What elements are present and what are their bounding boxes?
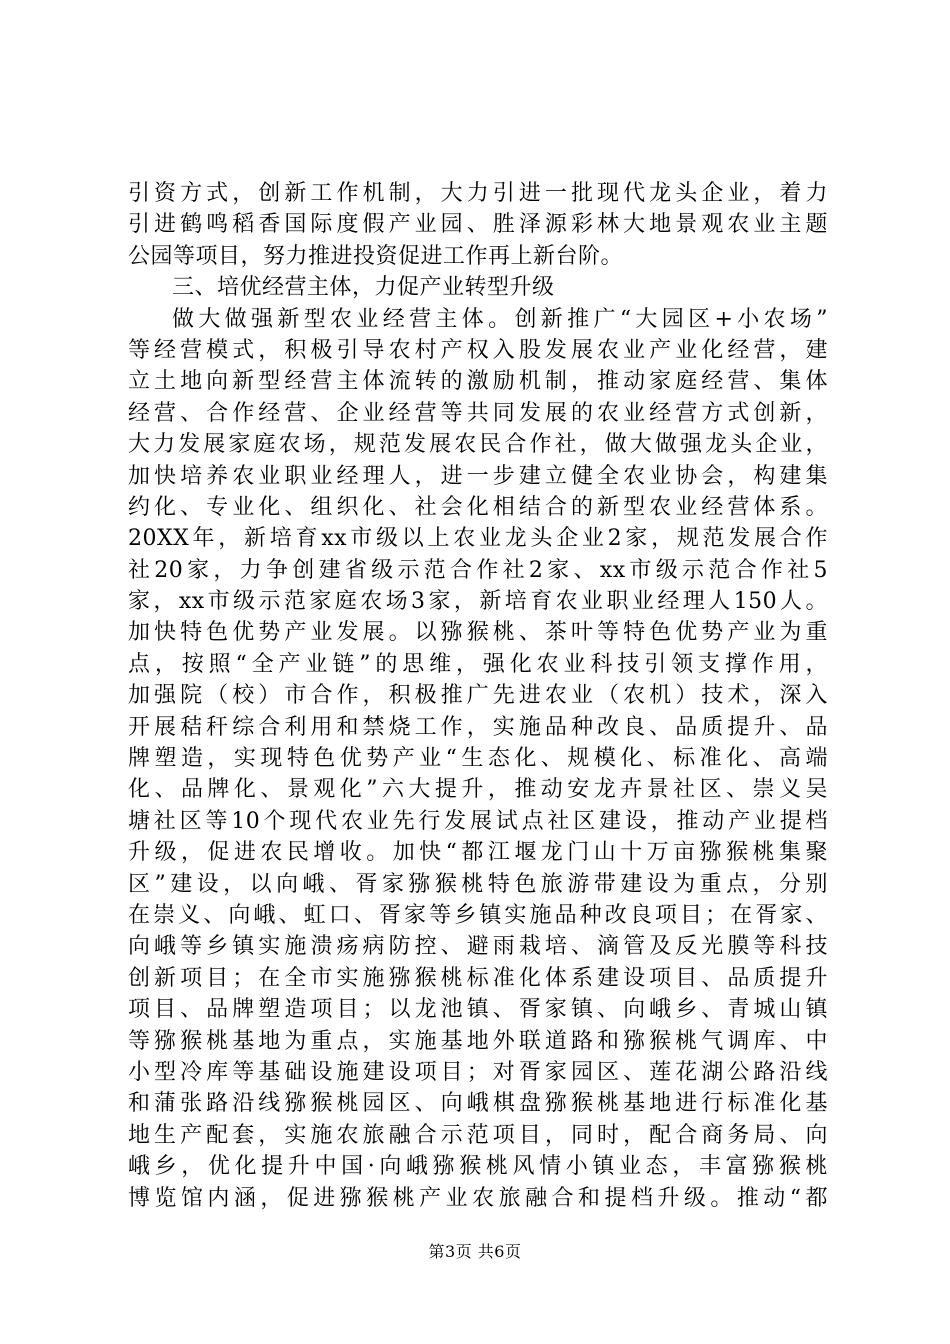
text-line: 向峨等乡镇实施溃疡病防控、避雨栽培、滴管及反光膜等科技 — [128, 934, 828, 960]
text-line: 开展秸秆综合利用和禁烧工作，实施品种改良、品质提升、品 — [128, 714, 828, 740]
text-line: 升级，促进农民增收。加快“都江堰龙门山十万亩猕猴桃集聚 — [128, 840, 828, 866]
text-line: 加强院（校）市合作，积极推广先进农业（农机）技术，深入 — [128, 683, 828, 709]
text-line: 等猕猴桃基地为重点，实施基地外联道路和猕猴桃气调库、中 — [128, 1028, 828, 1054]
body-text — [128, 178, 828, 1214]
text-line: 引进鹤鸣稻香国际度假产业园、胜泽源彩林大地景观农业主题 — [128, 212, 828, 238]
text-line: 在崇义、向峨、虹口、胥家等乡镇实施品种改良项目；在胥家、 — [128, 902, 828, 928]
text-line: 等经营模式，积极引导农村产权入股发展农业产业化经营，建 — [128, 337, 828, 363]
text-line: 博览馆内涵，促进猕猴桃产业农旅融合和提档升级。推动“都 — [128, 1185, 828, 1211]
text-line: 峨乡，优化提升中国·向峨猕猴桃风情小镇业态，丰富猕猴桃 — [128, 1154, 828, 1180]
text-line: 公园等项目，努力推进投资促进工作再上新台阶。 — [128, 243, 624, 269]
text-line: 经营、合作经营、企业经营等共同发展的农业经营方式创新， — [128, 400, 828, 426]
text-line: 小型冷库等基础设施建设项目；对胥家园区、莲花湖公路沿线 — [128, 1059, 828, 1085]
text-line: 牌塑造，实现特色优势产业“生态化、规模化、标准化、高端 — [128, 746, 828, 772]
text-line: 和蒲张路沿线猕猴桃园区、向峨棋盘猕猴桃基地进行标准化基 — [128, 1091, 828, 1117]
text-line: 加快特色优势产业发展。以猕猴桃、茶叶等特色优势产业为重 — [128, 620, 828, 646]
text-line: 20XX年，新培育xx市级以上农业龙头企业2家，规范发展合作 — [128, 526, 828, 552]
text-line: 点，按照“全产业链”的思维，强化农业科技引领支撑作用， — [128, 651, 828, 677]
text-line: 三、培优经营主体，力促产业转型升级 — [172, 275, 555, 301]
text-line: 区”建设，以向峨、胥家猕猴桃特色旅游带建设为重点，分别 — [128, 871, 828, 897]
text-line: 加快培养农业职业经理人，进一步建立健全农业协会，构建集 — [128, 463, 828, 489]
text-line: 项目、品牌塑造项目；以龙池镇、胥家镇、向峨乡、青城山镇 — [128, 997, 828, 1023]
text-line: 塘社区等10个现代农业先行发展试点社区建设，推动产业提档 — [128, 808, 828, 834]
text-line: 家，xx市级示范家庭农场3家，新培育农业职业经理人150人。 — [128, 589, 828, 615]
text-line: 约化、专业化、组织化、社会化相结合的新型农业经营体系。 — [128, 494, 828, 520]
text-line: 做大做强新型农业经营主体。创新推广“大园区+小农场” — [172, 306, 828, 332]
text-line: 创新项目；在全市实施猕猴桃标准化体系建设项目、品质提升 — [128, 965, 828, 991]
page-footer: 第3页 共6页 — [428, 1242, 522, 1261]
text-line: 社20家，力争创建省级示范合作社2家、xx市级示范合作社5 — [128, 557, 828, 583]
text-line: 地生产配套，实施农旅融合示范项目，同时，配合商务局、向 — [128, 1122, 828, 1148]
text-line: 立土地向新型经营主体流转的激励机制，推动家庭经营、集体 — [128, 369, 828, 395]
text-line: 引资方式，创新工作机制，大力引进一批现代龙头企业，着力 — [128, 181, 828, 206]
text-line: 化、品牌化、景观化”六大提升，推动安龙卉景社区、崇义吴 — [128, 777, 828, 803]
text-line: 大力发展家庭农场，规范发展农民合作社，做大做强龙头企业， — [128, 432, 828, 458]
